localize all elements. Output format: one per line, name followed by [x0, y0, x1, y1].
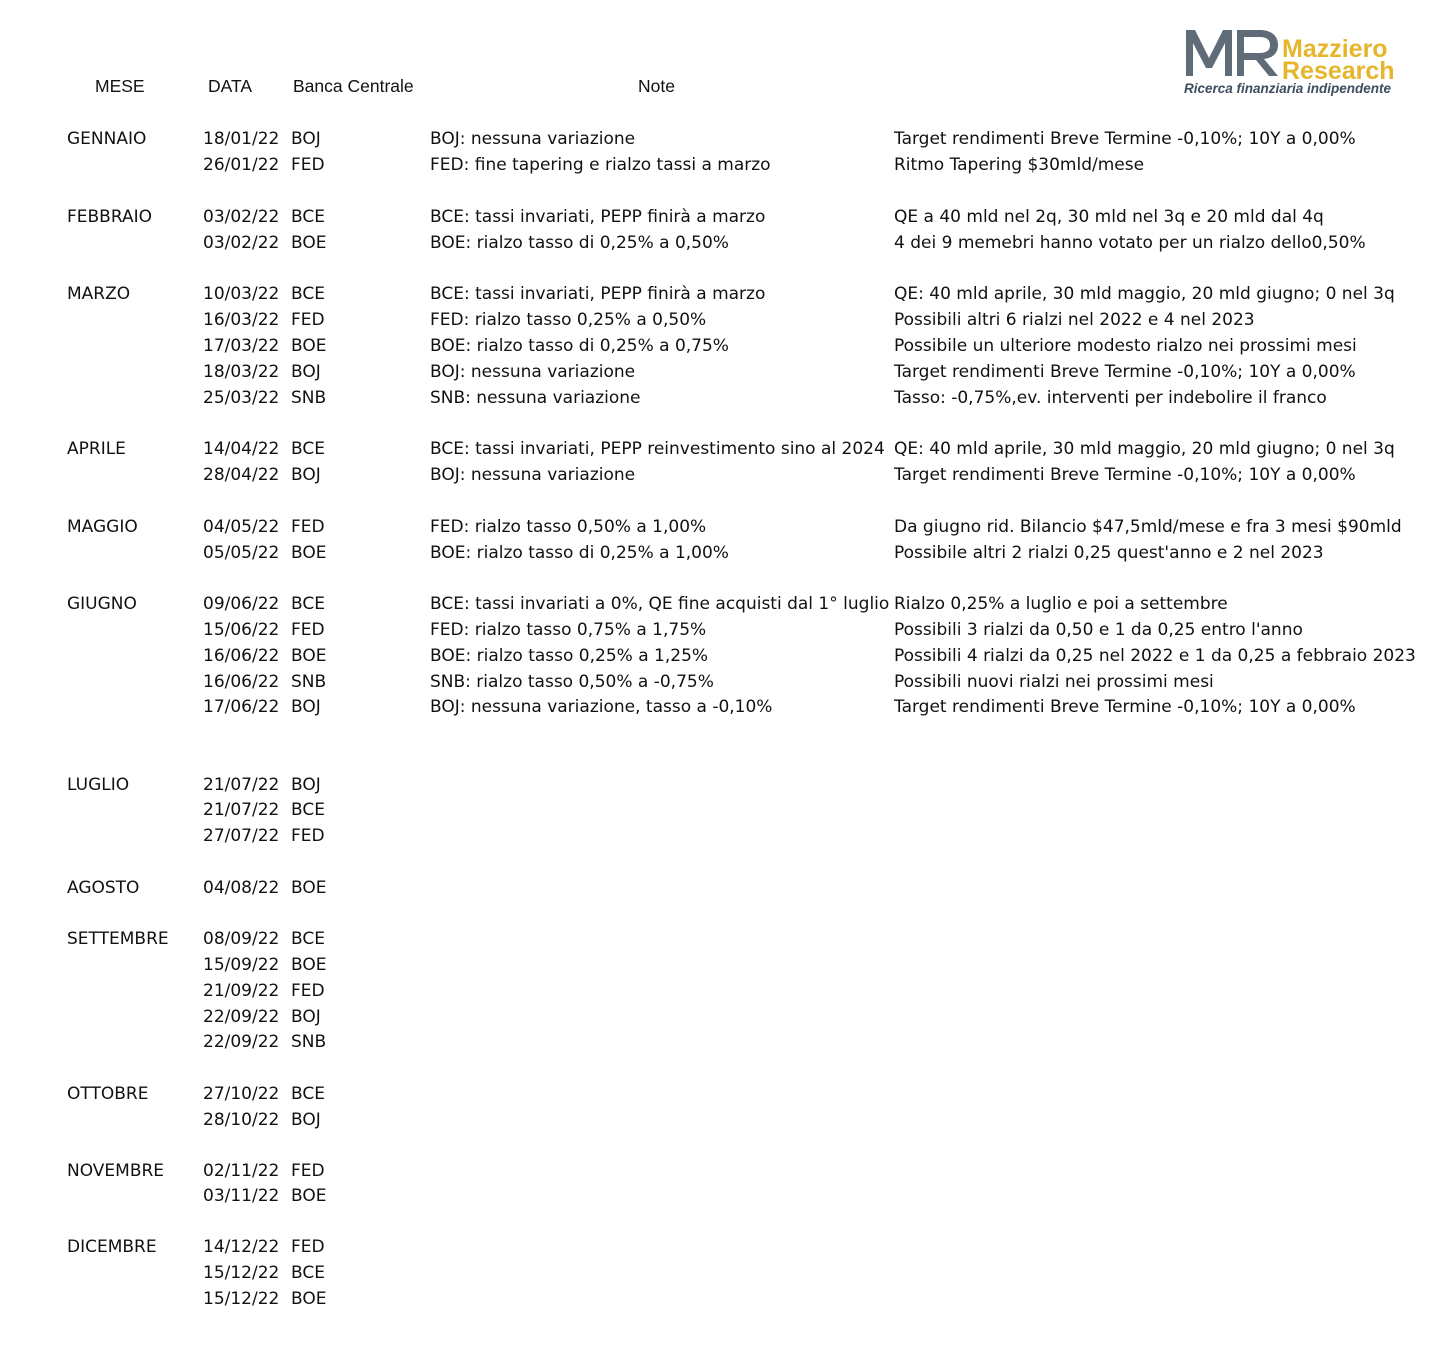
note-cell: SNB: rialzo tasso 0,50% a -0,75% [430, 672, 714, 692]
bank-cell: BCE [291, 439, 325, 459]
note-cell: BOE: rialzo tasso di 0,25% a 0,50% [430, 233, 729, 253]
table-row [0, 1287, 1440, 1311]
date-cell: 04/05/22 [203, 517, 280, 537]
table-row [0, 205, 1440, 229]
bank-cell: FED [291, 517, 325, 537]
bank-cell: BOJ [291, 1110, 321, 1130]
date-cell: 02/11/22 [203, 1161, 280, 1181]
month-cell: DICEMBRE [67, 1237, 157, 1257]
detail-cell: Possibile un ulteriore modesto rialzo nei prossimi mesi [894, 336, 1357, 356]
date-cell: 15/06/22 [203, 620, 280, 640]
header-bank: Banca Centrale [293, 76, 414, 96]
note-cell: BOJ: nessuna variazione [430, 129, 636, 149]
note-cell: SNB: nessuna variazione [430, 388, 641, 408]
date-cell: 10/03/22 [203, 284, 280, 304]
bank-cell: BOE [291, 1289, 327, 1309]
table-row [0, 515, 1440, 539]
note-cell: BCE: tassi invariati, PEPP reinvestimento sino al 2024 [430, 439, 885, 459]
date-cell: 21/07/22 [203, 775, 280, 795]
month-cell: SETTEMBRE [67, 929, 169, 949]
table-row [0, 618, 1440, 642]
note-cell: BCE: tassi invariati, PEPP finirà a marzo [430, 207, 766, 227]
date-cell: 14/04/22 [203, 439, 280, 459]
date-cell: 27/07/22 [203, 826, 280, 846]
date-cell: 18/01/22 [203, 129, 280, 149]
note-cell: BOJ: nessuna variazione [430, 362, 636, 382]
detail-cell: Target rendimenti Breve Termine -0,10%; 10Y a 0,00% [894, 465, 1356, 485]
date-cell: 15/12/22 [203, 1289, 280, 1309]
bank-cell: BOE [291, 233, 327, 253]
table-row [0, 282, 1440, 306]
detail-cell: Possibili 3 rialzi da 0,50 e 1 da 0,25 entro l'anno [894, 620, 1303, 640]
logo-brand-line2: Research [1282, 57, 1395, 85]
date-cell: 28/10/22 [203, 1110, 280, 1130]
table-row [0, 1184, 1440, 1208]
month-cell: OTTOBRE [67, 1084, 149, 1104]
note-cell: FED: rialzo tasso 0,50% a 1,00% [430, 517, 707, 537]
bank-cell: SNB [291, 672, 327, 692]
date-cell: 21/07/22 [203, 800, 280, 820]
note-cell: FED: rialzo tasso 0,75% a 1,75% [430, 620, 707, 640]
detail-cell: Possibili 4 rialzi da 0,25 nel 2022 e 1 da 0,25 a febbraio 2023 [894, 646, 1416, 666]
note-cell: BOE: rialzo tasso 0,25% a 1,25% [430, 646, 709, 666]
date-cell: 05/05/22 [203, 543, 280, 563]
table-row [0, 1005, 1440, 1029]
date-cell: 04/08/22 [203, 878, 280, 898]
month-cell: FEBBRAIO [67, 207, 152, 227]
mr-monogram-icon [1182, 24, 1282, 80]
detail-cell: Possibili altri 6 rialzi nel 2022 e 4 nel 2023 [894, 310, 1255, 330]
bank-cell: FED [291, 155, 325, 175]
month-cell: GENNAIO [67, 129, 147, 149]
detail-cell: Possibile altri 2 rialzi 0,25 quest'anno e 2 nel 2023 [894, 543, 1324, 563]
note-cell: FED: fine tapering e rialzo tassi a marzo [430, 155, 771, 175]
date-cell: 17/03/22 [203, 336, 280, 356]
detail-cell: Target rendimenti Breve Termine -0,10%; 10Y a 0,00% [894, 362, 1356, 382]
bank-cell: FED [291, 620, 325, 640]
bank-cell: FED [291, 981, 325, 1001]
table-row [0, 1235, 1440, 1259]
bank-cell: BOJ [291, 465, 321, 485]
table-row [0, 979, 1440, 1003]
header-notes: Note [638, 76, 675, 96]
date-cell: 03/02/22 [203, 233, 280, 253]
detail-cell: QE a 40 mld nel 2q, 30 mld nel 3q e 20 mld dal 4q [894, 207, 1324, 227]
bank-cell: FED [291, 1161, 325, 1181]
date-cell: 14/12/22 [203, 1237, 280, 1257]
header-month: MESE [95, 76, 145, 96]
note-cell: BCE: tassi invariati a 0%, QE fine acquisti dal 1° luglio [430, 594, 890, 614]
date-cell: 18/03/22 [203, 362, 280, 382]
table-row [0, 927, 1440, 951]
bank-cell: BOE [291, 543, 327, 563]
table-row [0, 231, 1440, 255]
detail-cell: Da giugno rid. Bilancio $47,5mld/mese e fra 3 mesi $90mld [894, 517, 1402, 537]
bank-cell: FED [291, 1237, 325, 1257]
bank-cell: BOJ [291, 129, 321, 149]
detail-cell: QE: 40 mld aprile, 30 mld maggio, 20 mld giugno; 0 nel 3q [894, 284, 1395, 304]
table-row [0, 773, 1440, 797]
note-cell: BOE: rialzo tasso di 0,25% a 1,00% [430, 543, 729, 563]
date-cell: 28/04/22 [203, 465, 280, 485]
bank-cell: FED [291, 310, 325, 330]
date-cell: 09/06/22 [203, 594, 280, 614]
bank-cell: BCE [291, 1263, 325, 1283]
bank-cell: BCE [291, 284, 325, 304]
bank-cell: BCE [291, 1084, 325, 1104]
date-cell: 17/06/22 [203, 697, 280, 717]
table-row [0, 1030, 1440, 1054]
bank-cell: SNB [291, 1032, 327, 1052]
date-cell: 22/09/22 [203, 1032, 280, 1052]
date-cell: 16/03/22 [203, 310, 280, 330]
date-cell: 15/09/22 [203, 955, 280, 975]
table-row [0, 541, 1440, 565]
month-cell: LUGLIO [67, 775, 130, 795]
date-cell: 22/09/22 [203, 1007, 280, 1027]
date-cell: 03/02/22 [203, 207, 280, 227]
table-row [0, 1159, 1440, 1183]
detail-cell: Tasso: -0,75%,ev. interventi per indebolire il franco [894, 388, 1327, 408]
table-row [0, 695, 1440, 719]
header-date: DATA [208, 76, 253, 96]
month-cell: NOVEMBRE [67, 1161, 165, 1181]
bank-cell: SNB [291, 388, 327, 408]
note-cell: BOJ: nessuna variazione [430, 465, 636, 485]
bank-cell: BOJ [291, 697, 321, 717]
note-cell: BOJ: nessuna variazione, tasso a -0,10% [430, 697, 773, 717]
table-row [0, 360, 1440, 384]
logo-tagline: Ricerca finanziaria indipendente [1184, 81, 1392, 96]
detail-cell: 4 dei 9 memebri hanno votato per un rialzo dello0,50% [894, 233, 1366, 253]
table-row [0, 798, 1440, 822]
table-row [0, 824, 1440, 848]
detail-cell: Ritmo Tapering $30mld/mese [894, 155, 1145, 175]
bank-cell: BCE [291, 929, 325, 949]
bank-cell: BOE [291, 878, 327, 898]
bank-cell: BOJ [291, 1007, 321, 1027]
table-row [0, 953, 1440, 977]
month-cell: MARZO [67, 284, 131, 304]
bank-cell: BOE [291, 1186, 327, 1206]
mazziero-research-logo [1182, 24, 1410, 98]
bank-cell: BCE [291, 800, 325, 820]
note-cell: FED: rialzo tasso 0,25% a 0,50% [430, 310, 707, 330]
date-cell: 16/06/22 [203, 646, 280, 666]
month-cell: MAGGIO [67, 517, 138, 537]
table-row [0, 308, 1440, 332]
bank-cell: BCE [291, 594, 325, 614]
date-cell: 27/10/22 [203, 1084, 280, 1104]
table-row [0, 463, 1440, 487]
detail-cell: Target rendimenti Breve Termine -0,10%; 10Y a 0,00% [894, 697, 1356, 717]
note-cell: BCE: tassi invariati, PEPP finirà a marzo [430, 284, 766, 304]
logo-brand-line1: Mazziero [1282, 35, 1388, 63]
table-row [0, 876, 1440, 900]
table-row [0, 592, 1440, 616]
date-cell: 21/09/22 [203, 981, 280, 1001]
date-cell: 25/03/22 [203, 388, 280, 408]
table-row [0, 670, 1440, 694]
table-row [0, 386, 1440, 410]
month-cell: GIUGNO [67, 594, 137, 614]
bank-cell: BOE [291, 646, 327, 666]
date-cell: 08/09/22 [203, 929, 280, 949]
bank-cell: BOE [291, 955, 327, 975]
note-cell: BOE: rialzo tasso di 0,25% a 0,75% [430, 336, 729, 356]
month-cell: AGOSTO [67, 878, 140, 898]
table-row [0, 1082, 1440, 1106]
date-cell: 03/11/22 [203, 1186, 280, 1206]
table-row [0, 153, 1440, 177]
bank-cell: BCE [291, 207, 325, 227]
bank-cell: BOJ [291, 362, 321, 382]
table-row [0, 1261, 1440, 1285]
table-row [0, 1108, 1440, 1132]
date-cell: 15/12/22 [203, 1263, 280, 1283]
bank-cell: BOE [291, 336, 327, 356]
detail-cell: Rialzo 0,25% a luglio e poi a settembre [894, 594, 1228, 614]
date-cell: 16/06/22 [203, 672, 280, 692]
date-cell: 26/01/22 [203, 155, 280, 175]
table-row [0, 334, 1440, 358]
table-row [0, 644, 1440, 668]
month-cell: APRILE [67, 439, 126, 459]
detail-cell: Target rendimenti Breve Termine -0,10%; 10Y a 0,00% [894, 129, 1356, 149]
bank-cell: FED [291, 826, 325, 846]
table-row [0, 437, 1440, 461]
detail-cell: Possibili nuovi rialzi nei prossimi mesi [894, 672, 1214, 692]
detail-cell: QE: 40 mld aprile, 30 mld maggio, 20 mld giugno; 0 nel 3q [894, 439, 1395, 459]
bank-cell: BOJ [291, 775, 321, 795]
table-row [0, 127, 1440, 151]
